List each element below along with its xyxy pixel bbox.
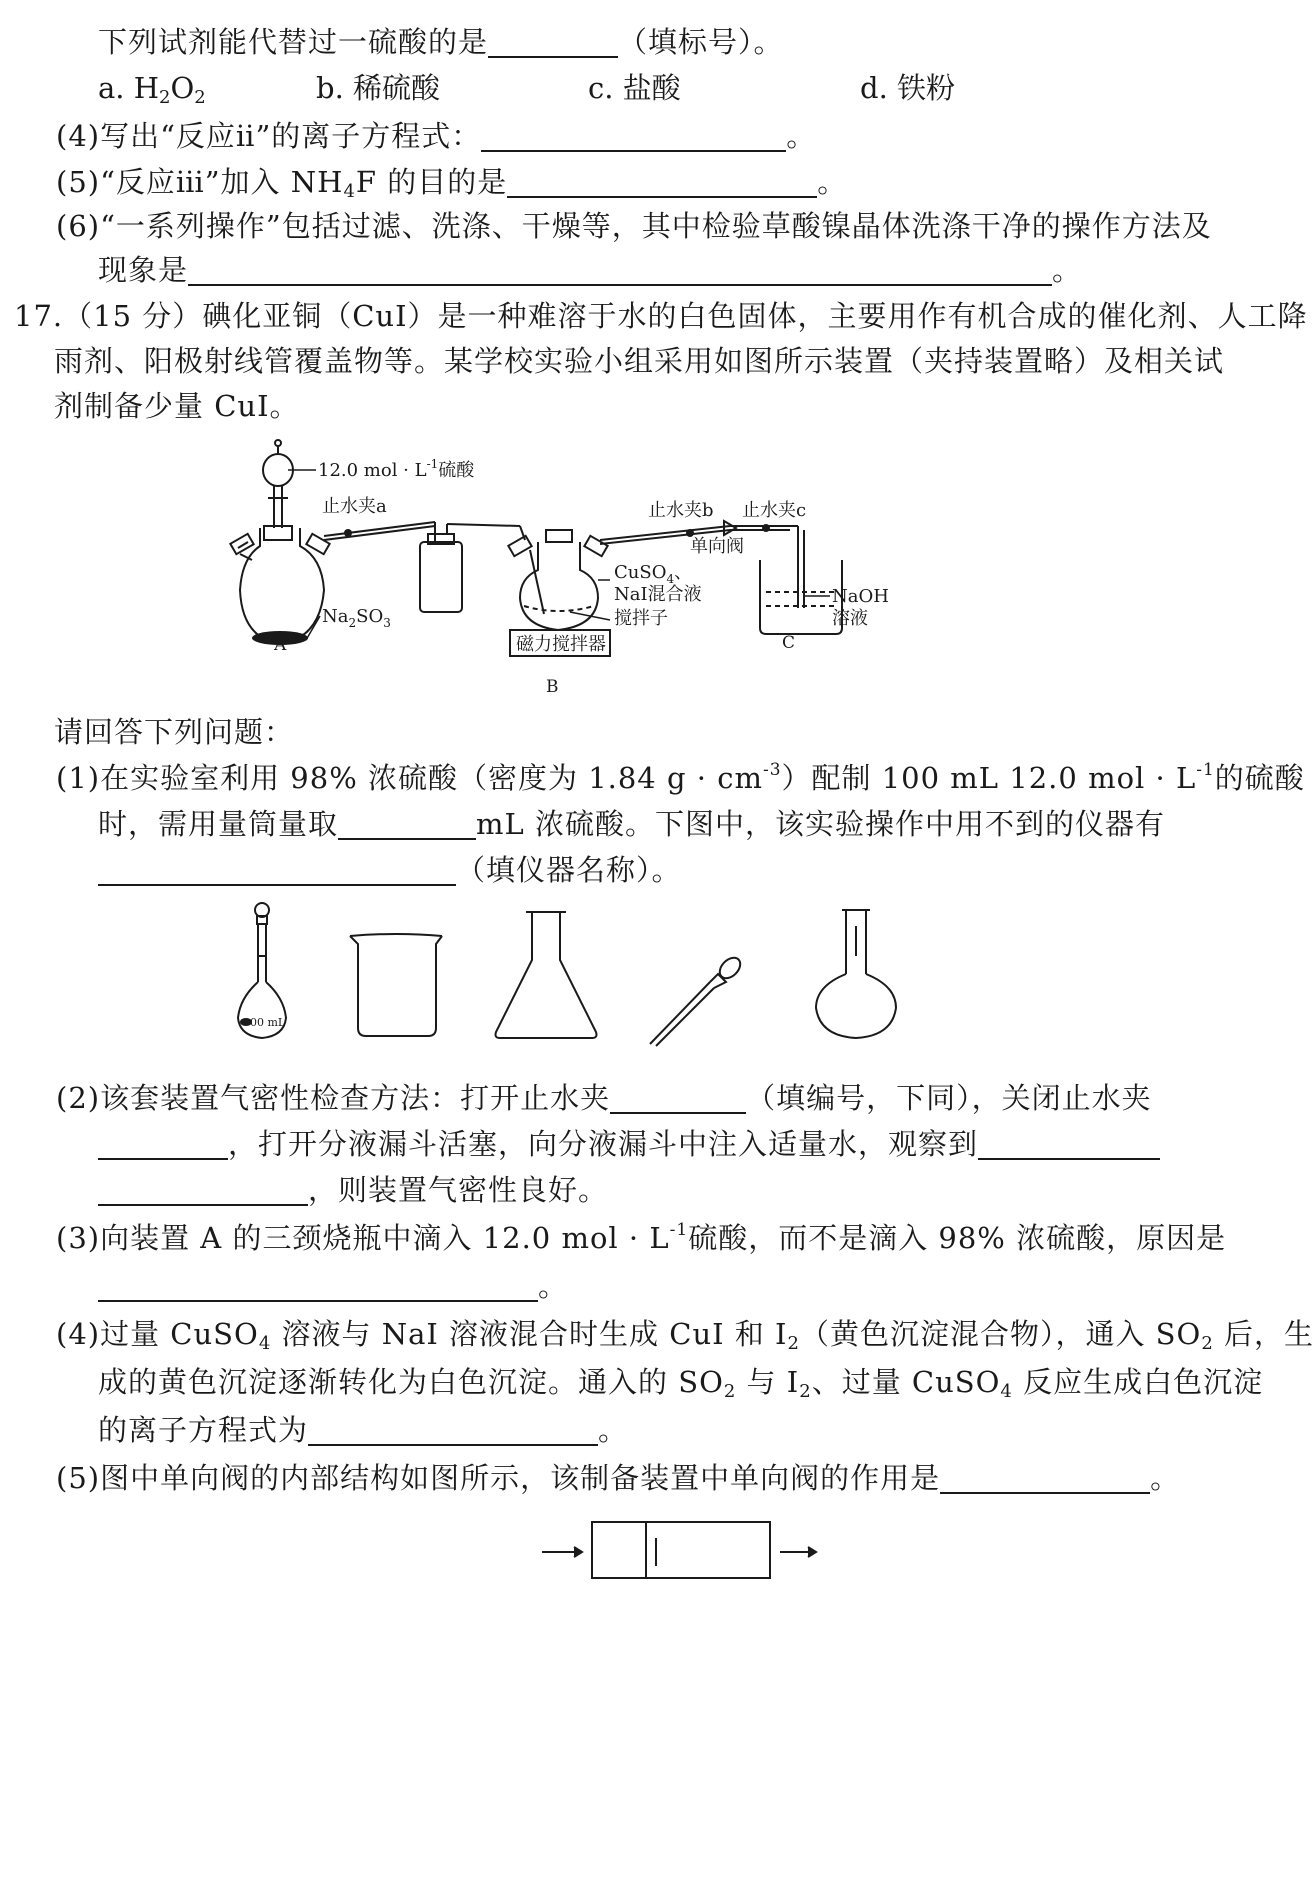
sub-question-3-line2: 。 (98, 1266, 568, 1306)
svg-text:NaOH: NaOH (832, 586, 889, 607)
sub-question-2-line1: (2)该套装置气密性检查方法：打开止水夹 （填编号，下同），关闭止水夹 (56, 1081, 1152, 1115)
answer-blank[interactable] (98, 1174, 308, 1206)
question-5: (5)“反应ⅲ”加入 $NH_4F$ 的目的是 。 (56, 165, 848, 202)
answer-blank[interactable] (481, 120, 786, 152)
clamp-a-label: 止水夹a (322, 496, 387, 517)
dropper (650, 954, 744, 1046)
beaker (350, 934, 442, 1036)
label-a: A (274, 635, 287, 655)
svg-text:NaI混合液: NaI混合液 (614, 584, 702, 605)
conical-flask (496, 912, 597, 1038)
instruments-row (220, 896, 900, 1056)
svg-text:00 mL: 00 mL (250, 1016, 286, 1029)
answer-blank[interactable] (978, 1128, 1160, 1160)
sub-question-1-line3: （填仪器名称）。 (98, 850, 682, 890)
answer-blank[interactable] (338, 808, 476, 840)
clamp-b-label: 止水夹b (648, 500, 714, 521)
sub-question-3-line1: (3)向装置 A 的三颈烧瓶中滴入 12.0 mol · $L^{-1}$硫酸，而不是滴入 98% 浓硫酸，原因是 (56, 1220, 1227, 1255)
svg-text:搅拌子: 搅拌子 (614, 608, 668, 629)
svg-text:Na2SO3: $Na_2SO_3$ (322, 606, 391, 630)
sub-question-4-line1: (4)过量 CuSO$_4$ 溶液与 NaI 溶液混合时生成 CuI 和 $I_2$（黄色沉淀混合物），通入 $SO_2$ 后，生 (56, 1317, 1314, 1354)
sub-question-1-line1: (1)在实验室利用 98% 浓硫酸（密度为 1.84 $g \cdot cm^{-3}$）配制 100 mL 12.0 mol · $L^{-1}$的硫酸 (56, 760, 1305, 795)
sub-question-4-line3: 的离子方程式为 。 (98, 1413, 629, 1447)
answer-blank[interactable] (188, 254, 1052, 286)
problem-17-line3: 剂制备少量 CuI。 (54, 389, 300, 423)
sub-question-4-line2: 成的黄色沉淀逐渐转化为白色沉淀。通入的 $SO_2$ 与 $I_2$、过量 CuSO$_4$ 反应生成白色沉淀 (98, 1365, 1264, 1402)
answer-blank[interactable] (488, 26, 618, 58)
question-4: (4)写出“反应ⅱ”的离子方程式： 。 (56, 119, 817, 153)
answer-blank[interactable] (98, 1128, 228, 1160)
answer-blank[interactable] (507, 166, 817, 198)
svg-text:CuSO4、: CuSO$_4$、 (614, 562, 693, 586)
valve-label: 单向阀 (690, 536, 744, 557)
label-c: C (782, 633, 796, 653)
check-valve-diagram (540, 1516, 820, 1592)
option-a: a. $H_2O_2$ (98, 71, 206, 108)
option-d: d. 铁粉 (860, 71, 956, 105)
svg-text:溶液: 溶液 (832, 608, 868, 629)
answer-blank[interactable] (98, 1270, 538, 1302)
ask-line: 请回答下列问题： (54, 715, 295, 749)
question-6-line1: (6)“一系列操作”包括过滤、洗涤、干燥等，其中检验草酸镍晶体洗涤干净的操作方法及 (56, 209, 1212, 243)
problem-17-line1: 17.（15 分）碘化亚铜（CuI）是一种难溶于水的白色固体，主要用作有机合成的催化剂、人工降 (14, 299, 1308, 333)
sub-question-1-line2: 时，需用量筒量取 mL 浓硫酸。下图中，该实验操作中用不到的仪器有 (98, 807, 1165, 841)
clamp-c-label: 止水夹c (742, 500, 807, 521)
option-b: b. 稀硫酸 (316, 71, 441, 105)
sub-question-5: (5)图中单向阀的内部结构如图所示，该制备装置中单向阀的作用是 。 (56, 1461, 1181, 1495)
label-b: B (546, 677, 559, 697)
svg-text:12.0 mol · L-1硫酸: 12.0 mol · $L^{-1}$硫酸 (318, 457, 475, 481)
round-bottom-flask (816, 910, 896, 1038)
answer-blank[interactable] (610, 1082, 746, 1114)
question-6-line2: 现象是 。 (98, 253, 1083, 287)
option-c: c. 盐酸 (588, 71, 681, 105)
sub-question-2-line3: ，则装置气密性良好。 (98, 1170, 608, 1210)
sub-question-2-line2: ，打开分液漏斗活塞，向分液漏斗中注入适量水，观察到 (98, 1124, 1160, 1164)
q-reagent-line: 下列试剂能代替过一硫酸的是 （填标号）。 (98, 25, 784, 59)
apparatus-diagram (220, 430, 900, 705)
problem-17-line2: 雨剂、阳极射线管覆盖物等。某学校实验小组采用如图所示装置（夹持装置略）及相关试 (54, 344, 1225, 378)
stirrer-label: 磁力搅拌器 (516, 634, 606, 655)
answer-blank[interactable] (308, 1414, 598, 1446)
answer-blank[interactable] (98, 854, 456, 886)
answer-blank[interactable] (940, 1462, 1150, 1494)
